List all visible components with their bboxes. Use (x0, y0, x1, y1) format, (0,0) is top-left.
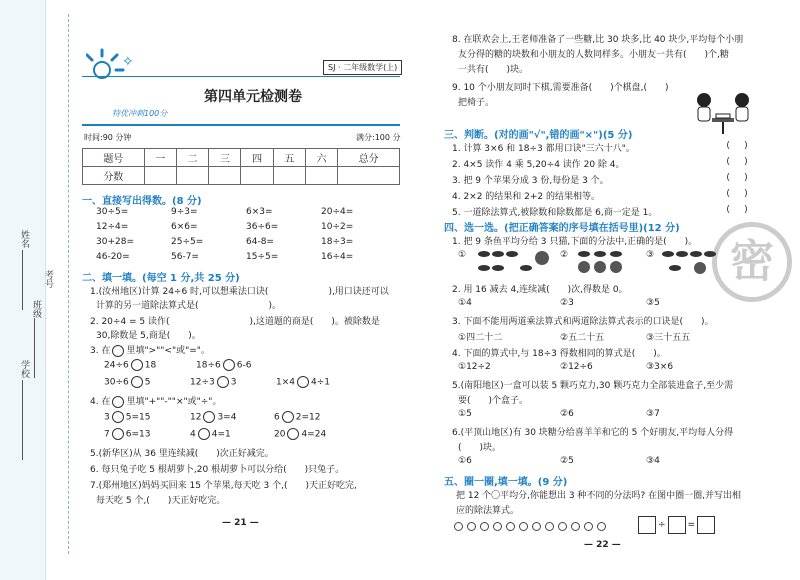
r-q8-text-d: 一共有( (458, 65, 489, 75)
s4-q3 (452, 314, 713, 327)
s2-q2-text-a: 2. 20÷4 = 5 读作( (90, 317, 170, 327)
score-header-cell: 三 (209, 149, 241, 167)
binding-school-rule (22, 380, 23, 460)
score-cell[interactable] (273, 167, 305, 185)
score-header-cell: 一 (144, 149, 176, 167)
score-cell[interactable] (306, 167, 338, 185)
s2-q2-line2 (96, 328, 201, 341)
s2-q3-item (104, 376, 150, 388)
section-1-title: 一、直接写出得数。(8 分) (82, 196, 202, 207)
section-1-grid (96, 207, 396, 267)
s2-q5 (90, 446, 274, 459)
binding-school-label: 学校 (19, 360, 29, 378)
s2-q1-text-b: ),用口诀还可以 (328, 287, 389, 297)
answer-circle[interactable] (112, 428, 124, 440)
count-circle (545, 522, 554, 531)
score-header-cell: 总分 (338, 149, 400, 167)
calc-item: 18÷3= (321, 237, 354, 247)
quotient-box[interactable] (697, 516, 715, 534)
fold-line (68, 14, 69, 554)
s4-q5-line2 (458, 393, 528, 406)
s2-q4-prompt (90, 394, 221, 408)
count-circle (519, 522, 528, 531)
section-4-title: 四、选一选。(把正确答案的序号填在括号里)(12 分) (444, 223, 680, 234)
answer-circle[interactable] (297, 376, 309, 388)
calc-row (96, 207, 396, 222)
s4-q3-option[interactable]: ①四二十二 (458, 333, 503, 343)
compare-circle-icon (112, 345, 124, 357)
s4-q1-text: 1. 把 9 条鱼平均分给 3 只猫,下面的分法中,正确的是( (452, 237, 667, 247)
section-2-title: 二、填一填。(每空 1 分,共 25 分) (82, 273, 240, 284)
score-cell[interactable] (176, 167, 208, 185)
stamp-watermark: 密 (712, 222, 792, 302)
s2-q4-item (104, 428, 150, 440)
r-q8-line1: 8. 在联欢会上,王老师准备了一些糖,比 30 块多,比 40 块少,平均每个小朋 (452, 35, 744, 45)
header-rule (82, 76, 400, 77)
s4-q4-option[interactable]: ③3×6 (646, 362, 674, 372)
answer-circle[interactable] (287, 428, 299, 440)
answer-circle[interactable] (203, 411, 215, 423)
count-circle (506, 522, 515, 531)
count-circle (454, 522, 463, 531)
s2-q7-line2 (96, 493, 225, 506)
expr-left: 18÷6 (196, 360, 221, 371)
s4-q2-option[interactable]: ②3 (560, 298, 574, 308)
s4-q5-option[interactable]: ②6 (560, 409, 574, 419)
s4-q5-text-b: 要( (458, 396, 471, 406)
svg-text:✧: ✧ (122, 54, 134, 70)
full-score: 满分:100 分 (356, 133, 401, 142)
dividend-box[interactable] (638, 516, 656, 534)
s5-text-line1: 把 12 个〇平均分,你能想出 3 种不同的分法吗? 在图中圈一圈,并写出相 (456, 491, 741, 501)
time-limit: 时间:90 分钟 (84, 133, 132, 142)
s4-q5-line1: 5.(南阳地区)一盒可以装 5 颗巧克力,30 颗巧克力全部装进盒子,至少需 (452, 381, 734, 391)
s4-q4-text-b: )。 (653, 349, 666, 359)
score-header-cell: 四 (241, 149, 273, 167)
count-circle (493, 522, 502, 531)
calc-item: 6×6= (171, 222, 198, 232)
calc-item: 64-8= (246, 237, 274, 247)
s4-q4-option[interactable]: ②12÷6 (560, 362, 593, 372)
judge-item: 5. 一道除法算式,被除数和除数都是 6,商一定是 1。 (452, 208, 658, 218)
s2-q3-text-b: 里填">""<"或"="。 (126, 346, 210, 356)
s2-q2-line1 (90, 314, 380, 327)
expr-right: 18 (144, 360, 157, 371)
divide-sign: ÷ (658, 520, 666, 530)
answer-circle[interactable] (223, 359, 235, 371)
s2-q6-text-a: 6. 每只兔子吃 5 根胡萝卜,20 根胡萝卜可以分给( (90, 465, 287, 475)
page-number-right: — 22 — (584, 540, 621, 550)
s2-q4-item (274, 411, 320, 423)
count-circle (480, 522, 489, 531)
r-q9-text-a: 9. 10 个小朋友同时下棋,需要准备( (452, 83, 593, 93)
s2-q7-text-b: )天正好吃完, (305, 481, 357, 491)
judge-answer-blank[interactable]: ( ) (726, 173, 748, 183)
calc-item: 15÷5= (246, 252, 279, 262)
answer-circle[interactable] (112, 411, 124, 423)
expr-left: 20 (274, 429, 286, 440)
calc-item: 46-20= (96, 252, 130, 262)
s4-q6-line1: 6.(平顶山地区)有 30 块糖分给喜羊羊和它的 5 个好朋友,平均每人分得 (452, 428, 734, 438)
s2-q7-text-d: )天正好吃完。 (167, 496, 226, 506)
s4-q3-option[interactable]: ②五二十五 (560, 333, 605, 343)
s2-q4-text-b: 里填"+""-""×"或"÷"。 (126, 397, 222, 407)
score-header-cell: 题号 (83, 149, 145, 167)
r-q9-line1 (452, 80, 669, 93)
fish-group-c-illustration (660, 246, 720, 276)
expr-right: 4=1 (211, 429, 231, 440)
score-cell[interactable] (338, 167, 400, 185)
expr-left: 6 (274, 412, 280, 423)
s2-q1-text-a: 1.(汝州地区)计算 24÷6 时,可以想乘法口诀( (90, 287, 269, 297)
judge-item: 1. 计算 3×6 和 18÷3 都用口诀"三六十八"。 (452, 144, 635, 154)
binding-class-label: 班级 (31, 300, 41, 318)
judge-answer-blank[interactable]: ( ) (726, 189, 748, 199)
section-5-title: 五、圈一圈,填一填。(9 分) (444, 477, 568, 488)
judge-item: 4. 2×2 的结果和 2+2 的结果相等。 (452, 192, 601, 202)
expr-left: 4 (190, 429, 196, 440)
s2-q1-line1 (90, 284, 389, 297)
judge-answer-blank[interactable]: ( ) (726, 205, 748, 215)
s2-q3-prompt (90, 343, 210, 357)
s4-q4-option[interactable]: ①12÷2 (458, 362, 491, 372)
page-number-left: — 21 — (222, 518, 259, 528)
r-q9-text-c: ) (665, 83, 669, 93)
s2-q3-item (196, 359, 251, 371)
s2-q4-item (190, 411, 236, 423)
s2-q1-line2 (96, 298, 281, 311)
s4-q1-option[interactable]: ② (560, 250, 569, 260)
score-cell[interactable] (209, 167, 241, 185)
s2-q4-item (274, 428, 326, 440)
count-circle (558, 522, 567, 531)
title-rule (82, 124, 400, 126)
s2-q6-text-b: )只兔子。 (304, 465, 345, 475)
s4-q6-line2 (458, 440, 501, 453)
s2-q4-item (190, 428, 231, 440)
s2-q4-text: 4. 在 (90, 397, 111, 407)
score-table (82, 148, 400, 185)
count-circle (467, 522, 476, 531)
calc-row (96, 237, 396, 252)
score-header-cell: 六 (306, 149, 338, 167)
expr-right: 3 (230, 377, 237, 388)
grade-badge: SJ · 二年级数学(上) (323, 60, 402, 75)
fish-group-b-illustration (576, 248, 640, 274)
calc-item: 16÷4= (321, 252, 354, 262)
score-header-cell: 五 (273, 149, 305, 167)
score-header-cell: 二 (176, 149, 208, 167)
r-q8-line2 (458, 47, 729, 60)
s4-q1-text-b: )。 (684, 237, 698, 247)
binding-class-rule (34, 318, 35, 378)
s4-q3-text-b: )。 (700, 317, 714, 327)
r-q8-text-c: )个,糖 (704, 50, 729, 60)
s2-q3-item (276, 376, 330, 388)
s2-q4-item (104, 411, 150, 423)
r-q9-line2: 把椅子。 (458, 98, 495, 108)
s4-q2-option[interactable]: ①4 (458, 298, 472, 308)
answer-circle[interactable] (131, 359, 143, 371)
expr-right: 6=13 (125, 429, 151, 440)
answer-circle[interactable] (217, 376, 229, 388)
s4-q2-text-b: )次,得数是 0。 (567, 285, 628, 295)
expr-right: 5=15 (125, 412, 151, 423)
s4-q2 (452, 282, 628, 295)
s2-q2-text-d: 30,除数是 5,商是( (96, 331, 171, 341)
calc-item: 12÷4= (96, 222, 129, 232)
calc-item: 30+28= (96, 237, 134, 247)
score-cell[interactable] (144, 167, 176, 185)
s4-q6-text-b: ( (458, 443, 462, 453)
score-row-label: 分数 (83, 167, 145, 185)
binding-strip (0, 0, 46, 580)
slogan: 特优冲刺100分 (112, 109, 168, 118)
section-3-title: 三、判断。(对的画"√",错的画"×")(5 分) (444, 130, 633, 141)
judge-answer-blank[interactable]: ( ) (726, 157, 748, 167)
calc-item: 6×3= (246, 207, 273, 217)
s4-q6-option[interactable]: ①6 (458, 456, 472, 466)
s2-q5-text-b: )次正好减完。 (216, 449, 274, 459)
s4-q4-text-a: 4. 下面的算式中,与 18÷3 得数相同的算式是( (452, 349, 636, 359)
s2-q3-item (190, 376, 236, 388)
equals-sign: = (687, 520, 696, 530)
calc-item: 20÷4= (321, 207, 354, 217)
s4-q3-option[interactable]: ③三十五五 (646, 333, 691, 343)
calc-item: 36÷6= (246, 222, 279, 232)
r-q8-text-e: )块。 (506, 65, 529, 75)
s2-q3-item (104, 359, 156, 371)
circle-row[interactable] (454, 522, 610, 531)
fish-group-a-illustration (476, 246, 556, 276)
s2-q5-text-a: 5.(新华区)从 36 里连续减( (90, 449, 199, 459)
s4-q6-text-c: )块。 (479, 443, 502, 453)
expr-right: 3=4 (217, 412, 237, 423)
operator-circle-icon (112, 396, 124, 408)
count-circle (597, 522, 606, 531)
judge-answer-blank[interactable]: ( ) (726, 141, 748, 151)
r-q8-text-b: 友分得的糖的块数和小朋友的人数同样多。小朋友一共有( (458, 50, 687, 60)
answer-circle[interactable] (198, 428, 210, 440)
judge-item: 2. 4×5 读作 4 乘 5,20÷4 读作 20 除 4。 (452, 160, 625, 170)
score-header-row (83, 149, 400, 167)
calc-item: 56-7= (171, 252, 199, 262)
s4-q5-option[interactable]: ③7 (646, 409, 660, 419)
s4-q1-option[interactable]: ① (458, 250, 467, 260)
s2-q7-line1 (90, 478, 357, 491)
count-circle (571, 522, 580, 531)
binding-name-label: 姓名 (19, 230, 29, 248)
s4-q1-option[interactable]: ③ (646, 250, 655, 260)
calc-item: 9÷3= (171, 207, 198, 217)
s2-q2-text-c: )。被除数是 (331, 317, 380, 327)
s4-q6-option[interactable]: ②5 (560, 456, 574, 466)
s2-q2-text-e: )。 (188, 331, 201, 341)
s4-q6-option[interactable]: ③4 (646, 456, 660, 466)
expr-right: 5 (144, 377, 151, 388)
s2-q2-text-b: ),这道题的商是( (249, 317, 314, 327)
s4-q4 (452, 346, 666, 359)
s2-q3-text: 3. 在 (90, 346, 111, 356)
s4-q2-option[interactable]: ③5 (646, 298, 660, 308)
s2-q1-text-c: 计算的另一道除法算式是( (96, 301, 199, 311)
expr-left: 7 (104, 429, 110, 440)
s4-q5-text-c: )个盒子。 (488, 396, 529, 406)
s2-q7-text-c: 每天吃 5 个,( (96, 496, 150, 506)
expr-left: 24÷6 (104, 360, 129, 371)
expr-left: 3 (104, 412, 110, 423)
s2-q6 (90, 462, 344, 475)
calc-row (96, 252, 396, 267)
chess-players-illustration (692, 90, 754, 136)
s2-q1-text-d: )。 (268, 301, 282, 311)
division-answer-boxes (638, 516, 715, 534)
calc-item: 10÷2= (321, 222, 354, 232)
divisor-box[interactable] (668, 516, 686, 534)
expr-left: 12 (190, 412, 202, 423)
score-cell[interactable] (241, 167, 273, 185)
binding-seat-label: 考号 (43, 270, 53, 288)
calc-item: 25÷5= (171, 237, 204, 247)
expr-right: 4=24 (301, 429, 327, 440)
score-value-row (83, 167, 400, 185)
r-q9-text-b: )个棋盘,( (610, 83, 648, 93)
expr-left: 1×4 (276, 377, 295, 388)
s4-q2-text-a: 2. 用 16 减去 4,连续减( (452, 285, 550, 295)
r-q8-line3 (458, 62, 528, 75)
expr-right: 2=12 (295, 412, 321, 423)
expr-right: 4÷1 (311, 377, 330, 388)
page-title: 第四单元检测卷 (204, 89, 302, 105)
answer-circle[interactable] (131, 376, 143, 388)
s5-text-line2: 应的除法算式。 (456, 506, 520, 516)
answer-circle[interactable] (282, 411, 294, 423)
expr-right: 6-6 (236, 360, 252, 371)
calc-row (96, 222, 396, 237)
judge-item: 3. 把 9 个苹果分成 3 份,每份是 3 个。 (452, 176, 609, 186)
binding-name-rule (22, 250, 23, 310)
expr-left: 30÷6 (104, 377, 129, 388)
s2-q7-text-a: 7.(郑州地区)妈妈买回来 15 个苹果,每天吃 3 个,( (90, 481, 288, 491)
count-circle (532, 522, 541, 531)
count-circle (584, 522, 593, 531)
calc-item: 30÷5= (96, 207, 129, 217)
s4-q3-text-a: 3. 下面不能用两道乘法算式和两道除法算式表示的口诀是( (452, 317, 683, 327)
logo-sun (86, 46, 156, 86)
expr-left: 12÷3 (190, 377, 215, 388)
s4-q5-option[interactable]: ①5 (458, 409, 472, 419)
